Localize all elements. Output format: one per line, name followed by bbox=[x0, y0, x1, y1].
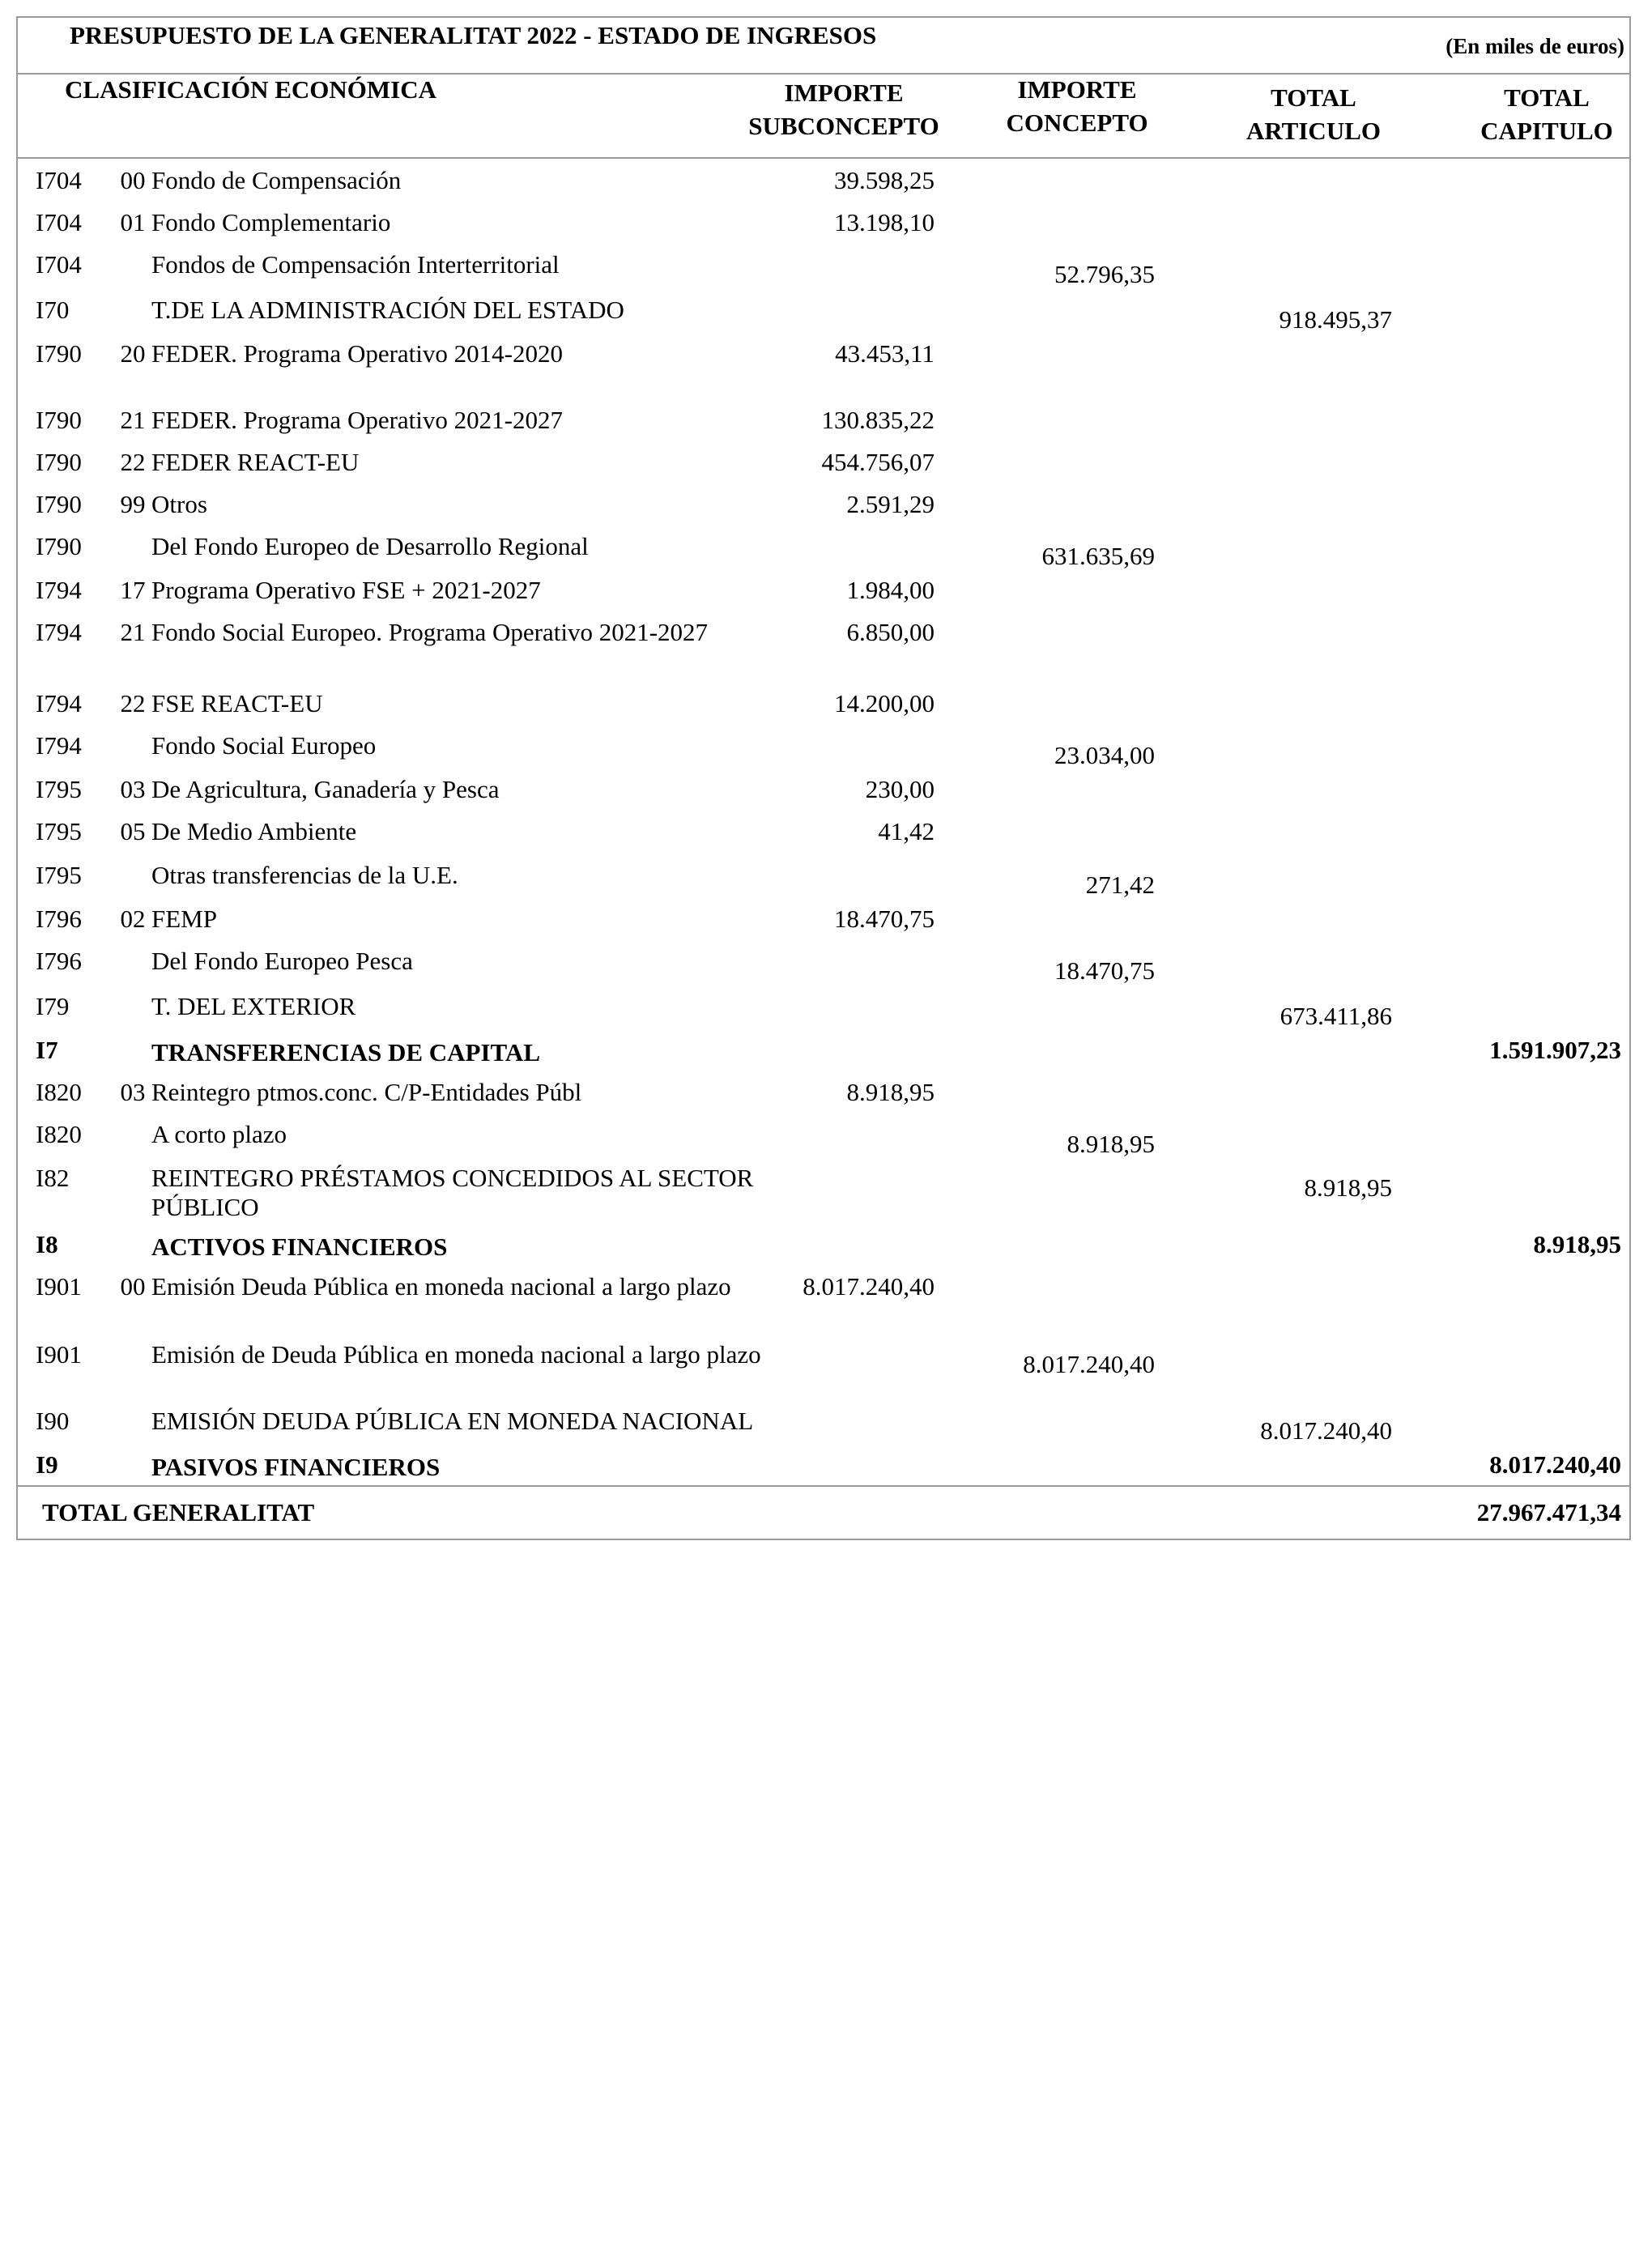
row-importe-subconcepto: 18.470,75 bbox=[834, 905, 935, 933]
row-subconcepto-code: 17 bbox=[120, 576, 146, 604]
row-description: PASIVOS FINANCIEROS bbox=[151, 1453, 441, 1481]
page-title: PRESUPUESTO DE LA GENERALITAT 2022 - ESTADO DE INGRESOS bbox=[70, 21, 877, 49]
row-subconcepto-code: 00 bbox=[120, 1272, 146, 1301]
total-separator bbox=[18, 1485, 1629, 1487]
row-articulo-code: I790 bbox=[36, 532, 82, 560]
row-total-articulo: 918.495,37 bbox=[1279, 305, 1392, 334]
row-subconcepto-code: 22 bbox=[120, 689, 146, 717]
row-description: Reintegro ptmos.conc. C/P-Entidades Públ bbox=[151, 1078, 582, 1106]
row-importe-subconcepto: 39.598,25 bbox=[834, 166, 935, 194]
row-total-articulo: 8.017.240,40 bbox=[1260, 1416, 1392, 1445]
row-description: ACTIVOS FINANCIEROS bbox=[151, 1233, 448, 1261]
row-importe-subconcepto: 8.017.240,40 bbox=[803, 1272, 935, 1301]
row-importe-subconcepto: 43.453,11 bbox=[835, 339, 935, 368]
row-total-capitulo: 8.918,95 bbox=[1533, 1230, 1621, 1258]
row-articulo-code: I7 bbox=[36, 1036, 58, 1064]
total-label: TOTAL GENERALITAT bbox=[42, 1498, 315, 1526]
total-value: 27.967.471,34 bbox=[1476, 1498, 1621, 1526]
header-separator bbox=[18, 157, 1629, 159]
col-header-concepto: IMPORTE CONCEPTO bbox=[1006, 75, 1148, 137]
row-description: Fondo Social Europeo bbox=[151, 731, 377, 760]
row-importe-subconcepto: 230,00 bbox=[865, 775, 935, 803]
col-header-clasificacion: CLASIFICACIÓN ECONÓMICA bbox=[65, 75, 437, 104]
row-description: Otros bbox=[151, 490, 207, 518]
row-importe-subconcepto: 14.200,00 bbox=[834, 689, 935, 717]
row-description: De Agricultura, Ganadería y Pesca bbox=[151, 775, 500, 803]
row-articulo-code: I794 bbox=[36, 731, 82, 760]
row-articulo-code: I795 bbox=[36, 861, 82, 889]
row-description: REINTEGRO PRÉSTAMOS CONCEDIDOS AL SECTOR PÚBLICO bbox=[151, 1164, 754, 1221]
row-total-articulo: 8.918,95 bbox=[1304, 1173, 1392, 1202]
row-total-articulo: 673.411,86 bbox=[1279, 1002, 1392, 1030]
row-articulo-code: I794 bbox=[36, 689, 82, 717]
row-articulo-code: I790 bbox=[36, 448, 82, 476]
col-header-articulo: TOTAL ARTICULO bbox=[1246, 83, 1381, 145]
row-subconcepto-code: 03 bbox=[120, 1078, 146, 1106]
row-description: A corto plazo bbox=[151, 1120, 287, 1148]
row-description: Emisión de Deuda Pública en moneda nacional a largo plazo bbox=[151, 1340, 761, 1369]
row-articulo-code: I820 bbox=[36, 1078, 82, 1106]
row-description: FEDER REACT-EU bbox=[151, 448, 360, 476]
row-importe-subconcepto: 8.918,95 bbox=[846, 1078, 935, 1106]
row-importe-subconcepto: 41,42 bbox=[878, 817, 935, 845]
row-importe-concepto: 631.635,69 bbox=[1041, 542, 1155, 570]
row-subconcepto-code: 01 bbox=[120, 208, 146, 236]
row-description: Fondo Complementario bbox=[151, 208, 391, 236]
row-articulo-code: I704 bbox=[36, 166, 82, 194]
row-subconcepto-code: 21 bbox=[120, 406, 146, 434]
row-importe-concepto: 8.918,95 bbox=[1067, 1130, 1155, 1158]
row-articulo-code: I704 bbox=[36, 208, 82, 236]
budget-table bbox=[16, 16, 1631, 1540]
row-importe-subconcepto: 6.850,00 bbox=[846, 618, 935, 646]
row-description: Otras transferencias de la U.E. bbox=[151, 861, 458, 889]
row-importe-subconcepto: 1.984,00 bbox=[846, 576, 935, 604]
row-articulo-code: I795 bbox=[36, 817, 82, 845]
row-articulo-code: I901 bbox=[36, 1340, 82, 1369]
row-articulo-code: I794 bbox=[36, 576, 82, 604]
row-subconcepto-code: 22 bbox=[120, 448, 146, 476]
row-description: T. DEL EXTERIOR bbox=[151, 992, 356, 1020]
row-importe-subconcepto: 2.591,29 bbox=[846, 490, 935, 518]
row-articulo-code: I9 bbox=[36, 1450, 58, 1479]
row-subconcepto-code: 00 bbox=[120, 166, 146, 194]
row-description: Fondos de Compensación Interterritorial bbox=[151, 250, 560, 279]
row-description: Programa Operativo FSE + 2021-2027 bbox=[151, 576, 541, 604]
row-description: Del Fondo Europeo de Desarrollo Regional bbox=[151, 532, 589, 560]
row-subconcepto-code: 02 bbox=[120, 905, 146, 933]
row-articulo-code: I790 bbox=[36, 406, 82, 434]
row-description: Fondo Social Europeo. Programa Operativo 2021-2027 bbox=[151, 618, 709, 646]
row-description: TRANSFERENCIAS DE CAPITAL bbox=[151, 1038, 541, 1067]
row-importe-concepto: 18.470,75 bbox=[1054, 956, 1155, 985]
row-subconcepto-code: 99 bbox=[120, 490, 146, 518]
row-importe-concepto: 52.796,35 bbox=[1054, 260, 1155, 288]
row-articulo-code: I70 bbox=[36, 296, 70, 324]
row-description: Del Fondo Europeo Pesca bbox=[151, 947, 413, 975]
row-importe-concepto: 8.017.240,40 bbox=[1023, 1350, 1155, 1378]
row-articulo-code: I90 bbox=[36, 1407, 70, 1435]
row-subconcepto-code: 05 bbox=[120, 817, 146, 845]
row-importe-subconcepto: 130.835,22 bbox=[821, 406, 935, 434]
row-articulo-code: I79 bbox=[36, 992, 70, 1020]
row-importe-subconcepto: 454.756,07 bbox=[821, 448, 935, 476]
row-articulo-code: I794 bbox=[36, 618, 82, 646]
row-subconcepto-code: 20 bbox=[120, 339, 146, 368]
row-subconcepto-code: 03 bbox=[120, 775, 146, 803]
col-header-subconcepto: IMPORTE SUBCONCEPTO bbox=[748, 79, 939, 140]
row-description: FSE REACT-EU bbox=[151, 689, 323, 717]
row-articulo-code: I901 bbox=[36, 1272, 82, 1301]
row-importe-subconcepto: 13.198,10 bbox=[834, 208, 935, 236]
row-description: Fondo de Compensación bbox=[151, 166, 402, 194]
row-description: FEMP bbox=[151, 905, 217, 933]
row-articulo-code: I8 bbox=[36, 1230, 58, 1258]
row-description: FEDER. Programa Operativo 2021-2027 bbox=[151, 406, 563, 434]
row-importe-concepto: 23.034,00 bbox=[1054, 741, 1155, 769]
row-articulo-code: I704 bbox=[36, 250, 82, 279]
row-articulo-code: I796 bbox=[36, 905, 82, 933]
row-articulo-code: I820 bbox=[36, 1120, 82, 1148]
row-description: T.DE LA ADMINISTRACIÓN DEL ESTADO bbox=[151, 296, 624, 324]
row-articulo-code: I790 bbox=[36, 339, 82, 368]
row-importe-concepto: 271,42 bbox=[1085, 871, 1155, 899]
row-description: EMISIÓN DEUDA PÚBLICA EN MONEDA NACIONAL bbox=[151, 1407, 754, 1435]
row-description: Emisión Deuda Pública en moneda nacional a largo plazo bbox=[151, 1272, 731, 1301]
row-total-capitulo: 1.591.907,23 bbox=[1489, 1036, 1621, 1064]
row-articulo-code: I82 bbox=[36, 1164, 70, 1192]
row-description: FEDER. Programa Operativo 2014-2020 bbox=[151, 339, 563, 368]
units-note: (En miles de euros) bbox=[1446, 34, 1624, 58]
row-articulo-code: I790 bbox=[36, 490, 82, 518]
col-header-capitulo: TOTAL CAPITULO bbox=[1480, 83, 1613, 145]
row-articulo-code: I795 bbox=[36, 775, 82, 803]
row-articulo-code: I796 bbox=[36, 947, 82, 975]
row-total-capitulo: 8.017.240,40 bbox=[1489, 1450, 1621, 1479]
row-subconcepto-code: 21 bbox=[120, 618, 146, 646]
row-description: De Medio Ambiente bbox=[151, 817, 357, 845]
